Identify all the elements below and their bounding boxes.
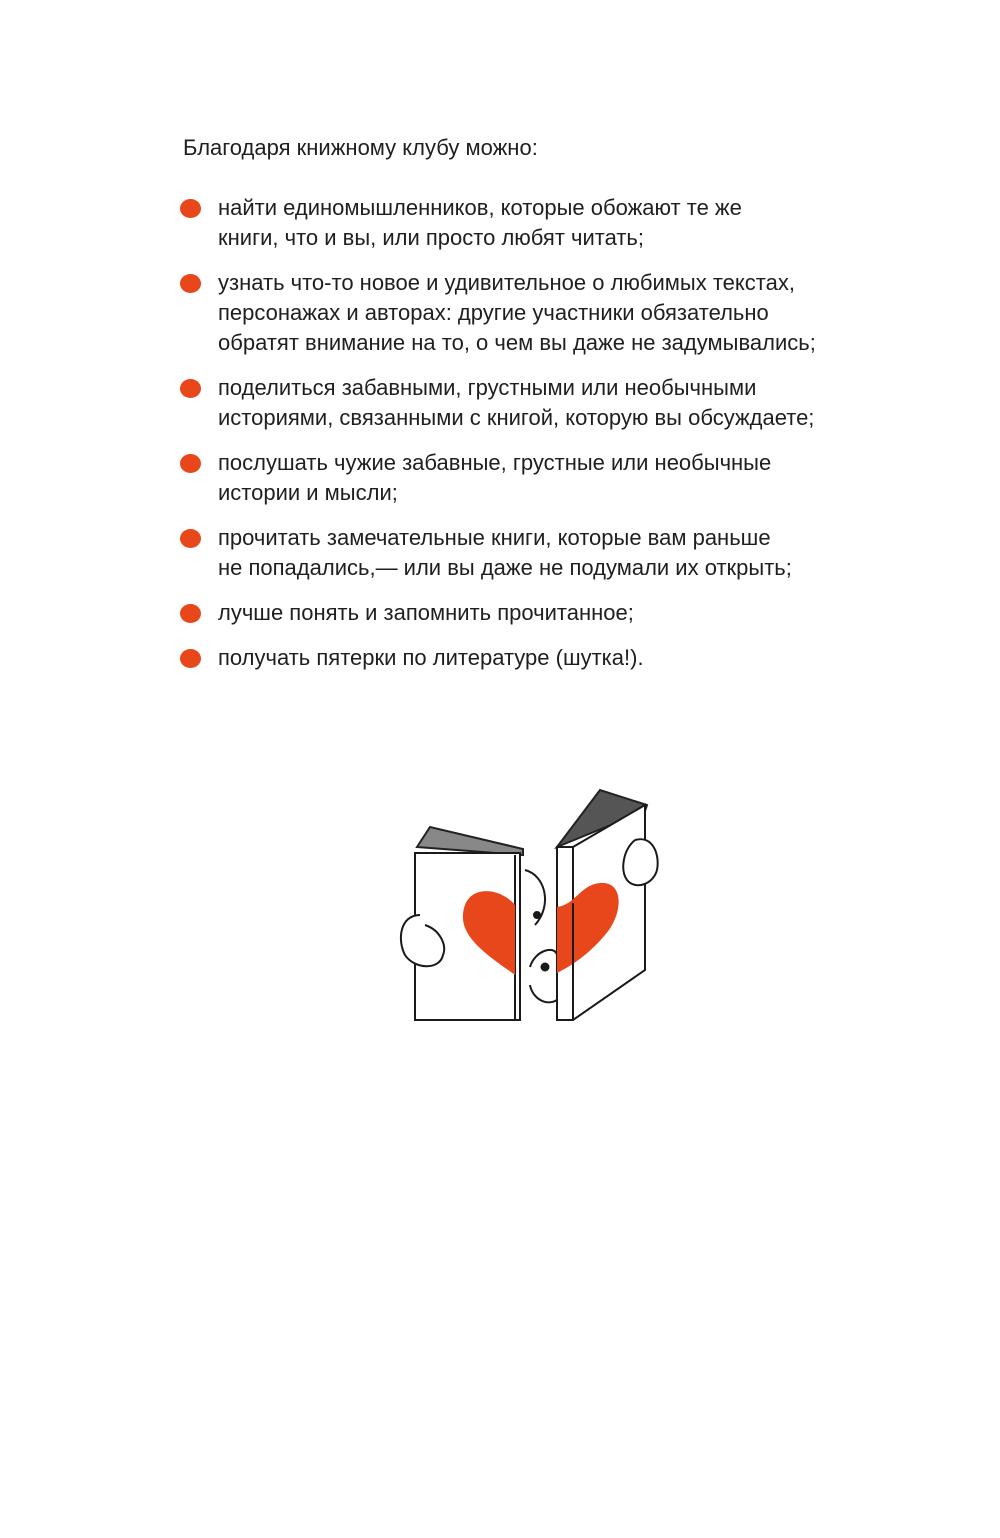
item-line: послушать чужие забавные, грустные или необычные [218, 450, 772, 475]
item-line: найти единомышленников, которые обожают те же [218, 195, 742, 220]
list-item [180, 193, 960, 253]
bullet-icon [180, 604, 201, 623]
bullet-icon [180, 529, 201, 548]
list-item [180, 448, 960, 508]
item-line: обратят внимание на то, о чем вы даже не задумывались; [218, 330, 816, 355]
item-line: узнать что-то новое и удивительное о любимых текстах, [218, 270, 795, 295]
list-item [180, 598, 960, 628]
bullet-icon [180, 274, 201, 293]
bullet-icon [180, 199, 201, 218]
bullet-icon [180, 454, 201, 473]
list-item [180, 523, 960, 583]
list-item [180, 268, 960, 358]
item-line: персонажах и авторах: другие участники обязательно [218, 300, 769, 325]
item-line: поделиться забавными, грустными или необычными [218, 375, 757, 400]
item-line: книги, что и вы, или просто любят читать; [218, 225, 644, 250]
bullet-icon [180, 379, 201, 398]
item-line: истории и мысли; [218, 480, 398, 505]
intro-text: Благодаря книжному клубу можно: [183, 135, 538, 160]
list-item [180, 373, 960, 433]
item-line: лучше понять и запомнить прочитанное; [218, 600, 634, 625]
benefits-list [180, 193, 960, 688]
item-line: историями, связанными с книгой, которую вы обсуждаете; [218, 405, 815, 430]
item-line: прочитать замечательные книги, которые вам раньше [218, 525, 771, 550]
item-line: получать пятерки по литературе (шутка!). [218, 645, 644, 670]
list-item [180, 643, 960, 673]
bullet-icon [180, 649, 201, 668]
books-with-hearts-icon [395, 775, 670, 1035]
item-line: не попадались,— или вы даже не подумали их открыть; [218, 555, 792, 580]
